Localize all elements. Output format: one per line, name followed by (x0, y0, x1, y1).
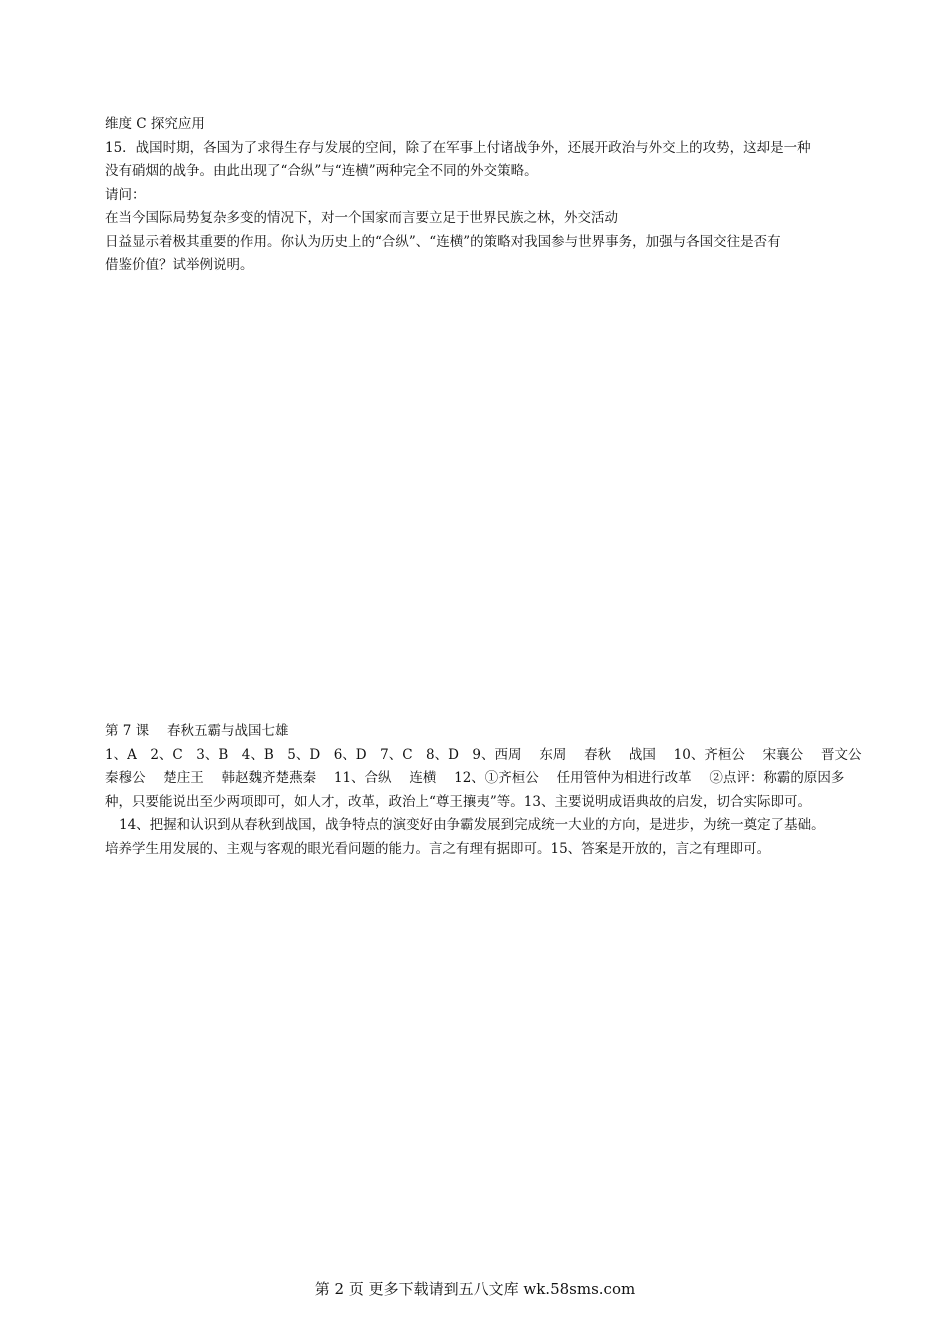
answer-line: 培养学生用发展的、主观与客观的眼光看问题的能力。言之有理有据即可。15、答案是开放的，言之有理即可。 (105, 840, 771, 857)
answer-line: 秦穆公 楚庄王 韩赵魏齐楚燕秦 11、合纵 连横 12、①齐桓公 任用管仲为相进行改革 ②点评：称霸的原因多 (105, 770, 845, 786)
question-line: 在当今国际局势复杂多变的情况下，对一个国家而言要立足于世界民族之林，外交活动 (105, 210, 618, 226)
page-footer: 第 2 页 更多下载请到五八文库 wk.58sms.com (314, 1280, 636, 1298)
answer-line: 种，只要能说出至少两项即可，如人才，改革，政治上“尊王攘夷”等。13、主要说明成语典故的启发，切合实际即可。 (105, 793, 811, 810)
question-line: 请问： (105, 186, 146, 203)
answer-line: 14、把握和认识到从春秋到战国，战争特点的演变好由争霸发展到完成统一大业的方向，是进步，为统一奠定了基础。 (119, 817, 825, 833)
question-line: 15．战国时期，各国为了求得生存与发展的空间，除了在军事上付诸战争外，还展开政治与外交上的攻势，这却是一种 (105, 139, 811, 156)
answer-line: 1、A 2、C 3、B 4、B 5、D 6、D 7、C 8、D 9、西周 东周 春秋 战国 10、齐桓公 宋襄公 晋文公 (105, 746, 862, 763)
question-line: 没有硝烟的战争。由此出现了“合纵”与“连横”两种完全不同的外交策略。 (105, 163, 538, 179)
question-section (105, 113, 865, 278)
answer-section (105, 720, 865, 861)
question-line: 日益显示着极其重要的作用。你认为历史上的“合纵”、“连横”的策略对我国参与世界事务，加强与各国交往是否有 (105, 233, 781, 250)
question-line: 借鉴价值？试举例说明。 (105, 257, 254, 273)
section-heading: 维度 C 探究应用 (105, 116, 205, 132)
lesson-heading: 第 7 课 春秋五霸与战国七雄 (105, 723, 289, 739)
